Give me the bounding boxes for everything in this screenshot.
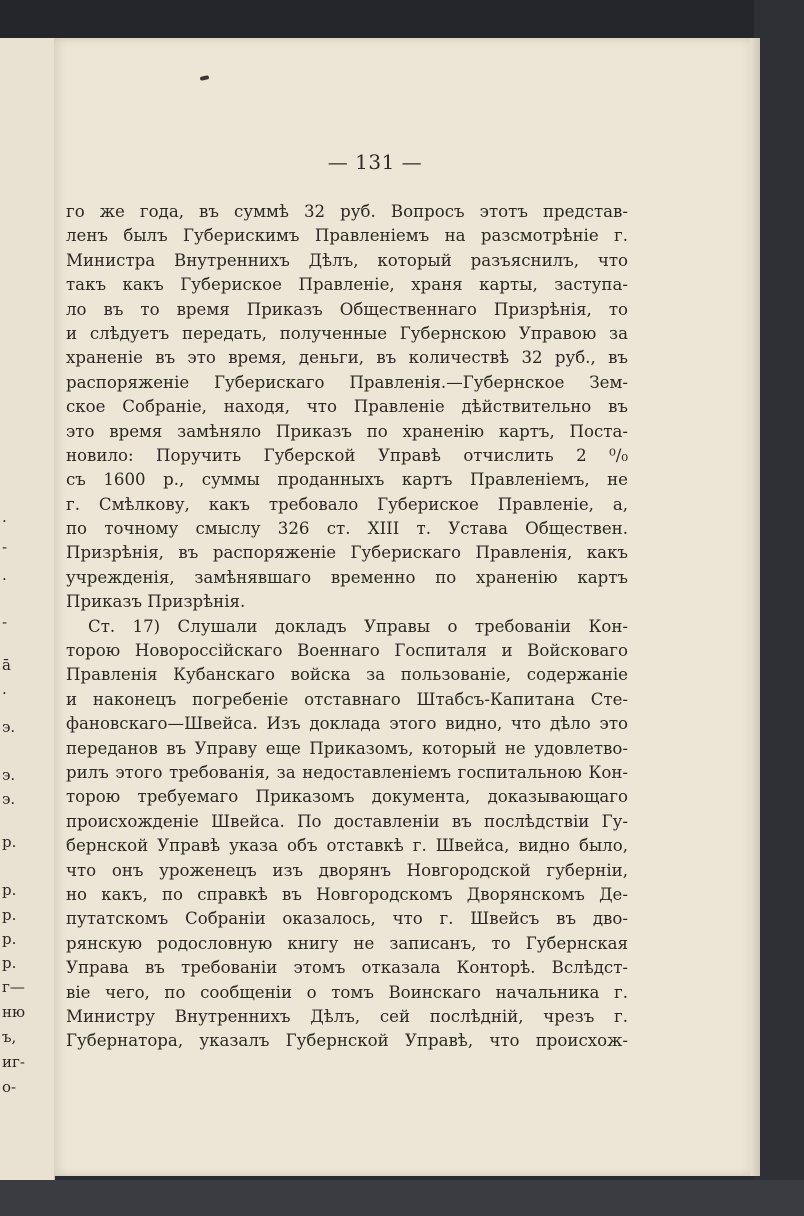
text-line: г. Смѣлкову, какъ требовало Губериское Правленіе, а, [66,494,628,514]
text-line: Министра Внутреннихъ Дѣлъ, который разъяснилъ, что [66,250,628,270]
scan-background-top [0,0,804,40]
left-page-fragment: . [2,566,7,584]
text-line: ленъ былъ Губерискимъ Правленіемъ на разсмотрѣніе г. [66,226,628,246]
text-line: Министру Внутреннихъ Дѣлъ, сей послѣдній, чрезъ г. [66,1006,628,1026]
text-line: и слѣдуетъ передать, полученные Губернскою Управою за [66,323,628,343]
paragraph [66,615,628,1054]
left-page-fragment: ню [2,1003,26,1021]
left-page-fragment: р. [2,930,17,948]
left-page-fragment: - [2,538,8,556]
text-line: что онъ уроженецъ изъ дворянъ Новгородской губерніи, [66,860,628,880]
text-line: рянскую родословную книгу не записанъ, то Губернская [66,933,628,953]
text-line: ло въ то время Приказъ Общественнаго Призрѣнія, то [66,299,628,319]
left-page-fragment: ā [2,656,11,674]
page-body-text [66,200,628,1054]
text-line: віе чего, по сообщеніи о томъ Воинскаго начальника г. [66,982,628,1002]
text-line: переданов въ Управу еще Приказомъ, который не удовлетво- [66,738,628,758]
text-line: фановскаго—Швейса. Изъ доклада этого видно, что дѣло это [66,714,628,734]
text-line: такъ какъ Губериское Правленіе, храня карты, заступа- [66,275,628,295]
left-page-fragment: - [2,613,8,631]
text-line: торою требуемаго Приказомъ документа, доказывающаго [66,787,628,807]
text-line: это время замѣняло Приказъ по храненію картъ, Поста- [66,421,628,441]
text-line: Ст. 17) Слушали докладъ Управы о требованіи Кон- [88,616,628,636]
left-page-fragment: э. [2,790,16,808]
text-line: распоряженіе Губерискаго Правленія.—Губернское Зем- [66,372,628,392]
text-line: го же года, въ суммѣ 32 руб. Вопросъ этотъ представ- [66,202,628,221]
text-line: торою Новороссійскаго Военнаго Госпиталя и Войсковаго [66,641,628,661]
left-page-fragment: . [2,680,7,698]
text-line: по точному смыслу 326 ст. XIII т. Устава Обществен. [66,519,628,539]
left-page-fragment: э. [2,718,16,736]
text-line: новило: Поручить Губерской Управѣ отчислить 2 ⁰/₀ [66,445,628,465]
text-line: путатскомъ Собраніи оказалось, что г. Швейсъ въ дво- [66,909,628,929]
left-page-fragment: р. [2,833,17,851]
page-number: — 131 — [327,150,423,174]
left-page-fragment: р. [2,906,17,924]
text-line: Правленія Кубанскаго войска за пользованіе, содержаніе [66,665,628,685]
paragraph [66,200,628,615]
left-page-fragment: о- [2,1078,17,1096]
text-line: бернской Управѣ указа объ отставкѣ г. Швейса, видно было, [66,836,628,856]
left-page-fragment: ъ, [2,1028,17,1046]
left-page-fragment: р. [2,954,17,972]
text-line: съ 1600 р., суммы проданныхъ картъ Правленіемъ, не [66,470,628,490]
text-line: Губернатора, указалъ Губернской Управѣ, что происхож- [66,1031,628,1051]
left-page-fragment: г— [2,978,25,996]
left-page-fragment: иг- [2,1053,25,1071]
text-line: ское Собраніе, находя, что Правленіе дѣйствительно въ [66,397,628,417]
text-line: учрежденія, замѣнявшаго временно по храненію картъ [66,567,628,587]
left-page-fragment: . [2,508,7,526]
left-page-fragment: р. [2,881,17,899]
text-line: Приказъ Призрѣнія. [66,592,246,612]
text-line: рилъ этого требованія, за недоставленіемъ госпитальною Кон- [66,762,628,782]
page-edge-shadow [750,38,760,1176]
text-line: Призрѣнія, въ распоряженіе Губерискаго Правленія, какъ [66,543,628,563]
text-line: происхожденіе Швейса. По доставленіи въ послѣдствіи Гу- [66,811,628,831]
text-line: и наконецъ погребеніе отставнаго Штабсъ-Капитана Сте- [66,689,628,709]
text-line: Управа въ требованіи этомъ отказала Конторѣ. Вслѣдст- [66,958,628,978]
text-line: храненіе въ это время, деньги, въ количествѣ 32 руб., въ [66,348,628,368]
left-facing-page-edge [0,38,55,1180]
left-page-fragment: э. [2,766,16,784]
text-line: но какъ, по справкѣ въ Новгородскомъ Дворянскомъ Де- [66,884,628,904]
scan-background-bottom [0,1180,804,1216]
scan-background-right [754,0,804,1216]
